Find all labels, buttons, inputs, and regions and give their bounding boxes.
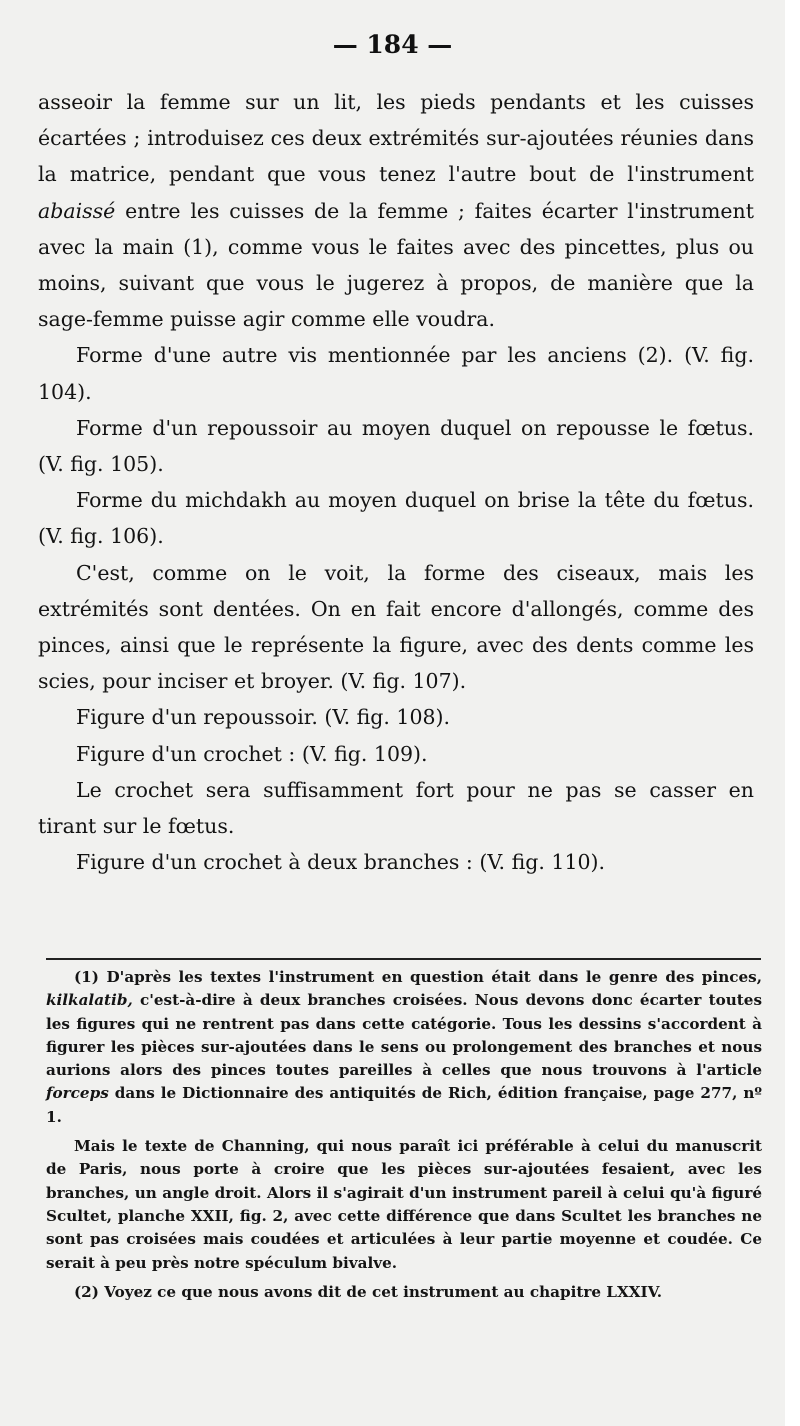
- paragraph-5: C'est, comme on le voit, la forme des ciseaux, mais les extrémités sont dentées. On en fait encore d'allongés, comme des pinces, ainsi que le représente la figure, avec des dents comme les scies, pour inciser et broyer. (V. fig. 107).: [38, 560, 754, 694]
- footnote-1: [46, 966, 762, 1129]
- paragraph-2: Forme d'une autre vis mentionnée par les anciens (2). (V. fig. 104).: [38, 343, 754, 404]
- main-text: [38, 84, 754, 880]
- paragraph-8: Le crochet sera suffisamment fort pour ne pas se casser en tirant sur le fœtus.: [38, 777, 754, 839]
- page-number: — 184 —: [332, 30, 453, 59]
- paragraph-7: Figure d'un crochet : (V. fig. 109).: [76, 741, 428, 766]
- footnote-1-text-b: c'est-à-dire à deux branches croisées. Nous devons donc écarter toutes les figures qui ne rentrent pas dans cette catégorie. Tous les dessins s'accordent à figurer les pièces sur-ajoutées dans le sens ou prolongement des branches et nous aurions alors des pinces toutes pareilles à celles que nous trouvons à l'article: [46, 991, 763, 1080]
- footnote-divider: [46, 958, 761, 960]
- paragraph-1-tail: entre les cuisses de la femme ; faites écarter l'instrument avec la main (1), comme vous le faites avec des pincettes, plus ou moins, suivant que vous le jugerez à propos, de manière que la sage-femme puisse agir comme elle voudra.: [38, 198, 754, 332]
- page-edge: [785, 0, 800, 1426]
- footnote-1-italic-forceps: forceps: [46, 1084, 109, 1103]
- paragraph-4: Forme du michdakh au moyen duquel on brise la tête du fœtus. (V. fig. 106).: [38, 488, 754, 549]
- footnote-1-text-a: (1) D'après les textes l'instrument en question était dans le genre des pinces,: [74, 968, 762, 986]
- paragraph-3: Forme d'un repoussoir au moyen duquel on repousse le fœtus. (V. fig. 105).: [38, 415, 754, 477]
- footnote-1-text-c: dans le Dictionnaire des antiquités de Rich, édition française, page 277, nº 1.: [46, 1084, 762, 1126]
- footnote-1-paragraph-2: Mais le texte de Channing, qui nous paraît ici préférable à celui du manuscrit de Paris, nous porte à croire que les pièces sur-ajoutées fesaient, avec les branches, un angle droit. Alors il s'agirait d'un instrument pareil à celui qu'à figuré Scultet, planche XXII, fig. 2, avec cette différence que dans Scultet les branches ne sont pas croisées mais coudées et articulées à leur partie moyenne et coudée. Ce serait à peu près notre spéculum bivalve.: [46, 1137, 762, 1272]
- paragraph-6: Figure d'un repoussoir. (V. fig. 108).: [76, 705, 451, 730]
- paragraph-1: [38, 84, 754, 337]
- paragraph-1-text: asseoir la femme sur un lit, les pieds pendants et les cuisses écartées ; introduisez ces deux extrémités sur-ajoutées réunies dans la matrice, pendant que vous tenez l'autre bout de l'instrument: [38, 90, 754, 187]
- paragraph-1-italic: abaissé: [38, 198, 116, 223]
- paragraph-9: Figure d'un crochet à deux branches : (V. fig. 110).: [76, 850, 606, 875]
- footnotes: [46, 966, 762, 1304]
- footnote-2: (2) Voyez ce que nous avons dit de cet instrument au chapitre LXXIV.: [74, 1282, 663, 1301]
- footnote-1-italic-kilkalatib: kilkalatib,: [46, 991, 133, 1010]
